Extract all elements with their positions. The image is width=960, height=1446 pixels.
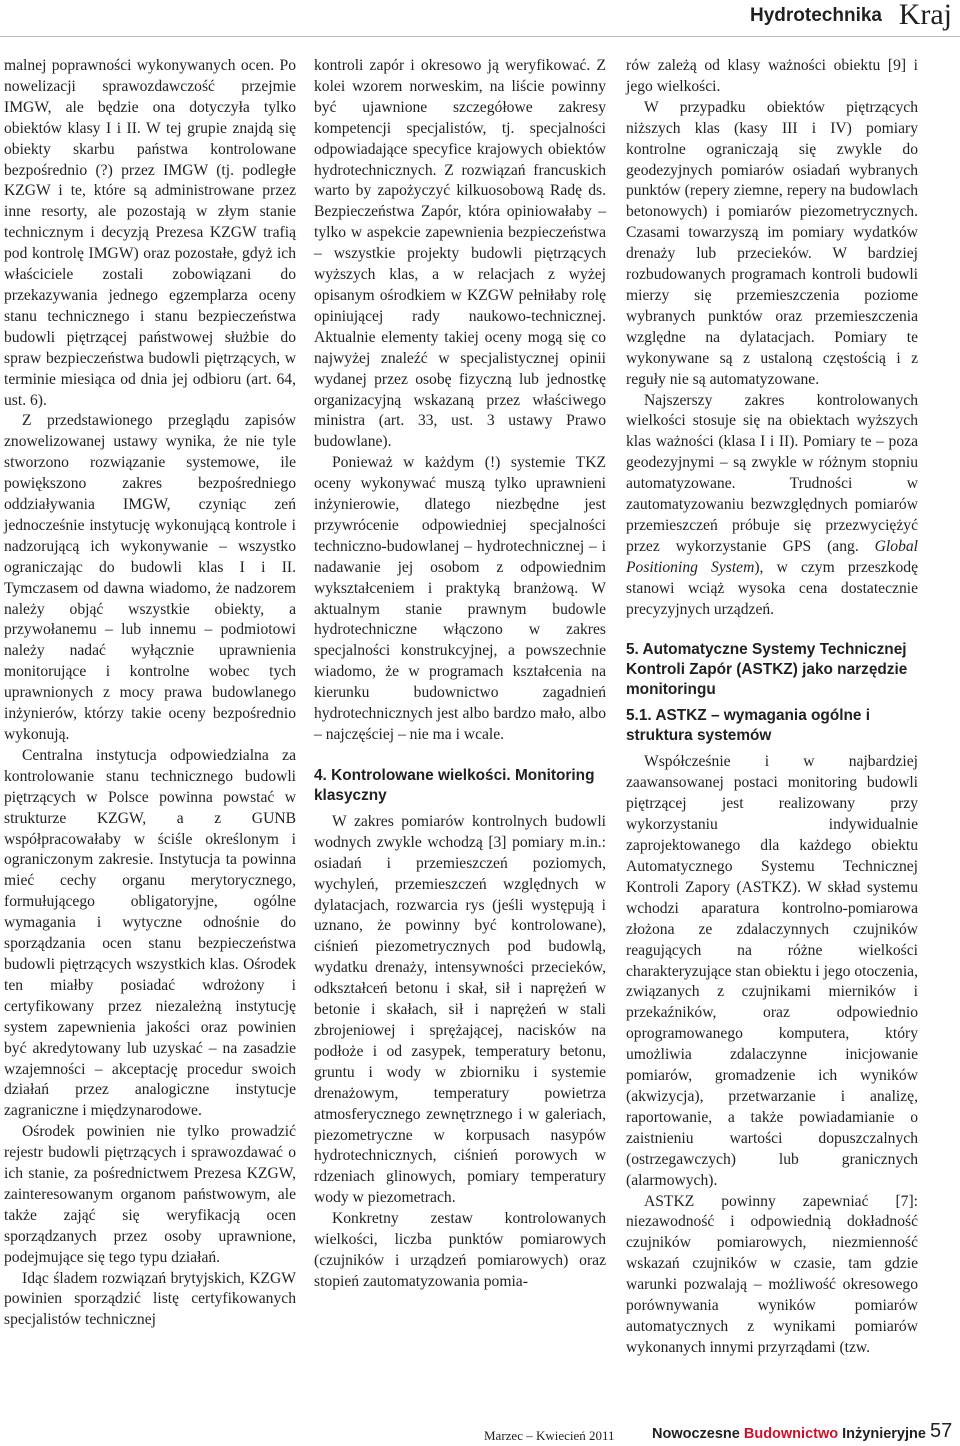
text-column-1 xyxy=(4,56,296,1331)
paragraph: Ponieważ w każdym (!) systemie TKZ oceny wykonywać muszą tylko uprawnieni inżynierowie, dlatego niezbędne jest przywrócenie odpowiedniej specjalności techniczno-budowlanej – hydrotechnicznej – i nadawanie jej osobom z odpowiednim wykształceniem i praktyką branżową. W aktualnym stanie prawnym budowle hydrotechniczne włączono w zakres specjalności konstrukcyjnej, a powszechnie wiadomo, że w programach kształcenia na kierunku budownictwo zagadnień hydrotechnicznych jest albo bardzo mało, albo – najczęściej – nie ma i wcale. xyxy=(314,454,606,743)
paragraph: Centralna instytucja odpowiedzialna za kontrolowanie stanu technicznego budowli piętrzących w Polsce powinna powstać w strukturze KZGW, a z GUNB współpracowałaby w ściśle określonym i ograniczonym zakresie. Instytucja ta powinna mieć cechy organu merytorycznego, formułującego obligatoryjne, ogólne wymagania i wytyczne odnośnie do sporządzania ocen stanu bezpieczeństwa budowli piętrzących wszystkich klas. Ośrodek ten miałby posiadać wdrożony i certyfikowany przez niezależną instytucję system zapewnienia jakości oraz powinien być akredytowany lub uzyskać – na zasadzie wzajemności – akceptację procedur swoich działań przez analogiczne instytucje zagraniczne i międzynarodowe. xyxy=(4,746,296,1120)
paragraph: Współcześnie i w najbardziej zaawansowanej postaci monitoring budowli piętrzącej jest realizowany przy wykorzystaniu indywidualnie zaprojektowanego dla każdego obiektu Automatycznego Systemu Technicznej Kontroli Zapory (ASTKZ). W skład systemu wchodzi aparatura kontrolno-pomiarowa złożona ze zdalaczynnych czujników reagujących na różne wielkości charakteryzujące stan obiektu i jego otoczenia, związanych z czujnikami mierników i przekaźników, oraz odpowiednio oprogramowanego komputera, który umożliwia zdalaczynne inicjowanie pomiarów, gromadzenie ich wyników (akwizycja), przetwarzanie i analizę, raportowanie, a także powiadamianie o zaistnieniu wartości dopuszczalnych (ostrzegawczych) lub granicznych (alarmowych). xyxy=(626,753,918,1189)
issue-date: Marzec – Kwiecień 2011 xyxy=(484,1428,615,1443)
section-title: Hydrotechnika xyxy=(750,5,882,26)
publication-name xyxy=(652,1426,926,1442)
paragraph-text: Najszerszy zakres kontrolowanych wielkości stosuje się na obiektach wyższych klas ważności (klasa I i II). Pomiary te – poza geodezyjnymi – są zwykle w różnym stopniu automatyzowane. Trudności w zautomatyzowaniu bezwzględnych pomiarów przemieszczeń próbuje się przezwyciężyć przez wykorzystanie GPS (ang. xyxy=(626,391,918,555)
paragraph: W zakres pomiarów kontrolnych budowli wodnych zwykle wchodzą [3] pomiary m.in.: osiadań i przemieszczeń poziomych, wychyleń, przemieszczeń względnych w dylatacjach, rozwarcia rys (jeśli występują i uznano, że powinny być kontrolowane), ciśnień piezometrycznych pod budowlą, wydatku drenaży, intensywności przecieków, odkształceń betonu i skał, sił i naprężeń w betonie i skałach, sił i naprężeń w stali zbrojeniowej i sprężającej, nacisków na podłoże i od zasypek, temperatury betonu, gruntu i wody w zbiorniku i systemie drenażowym, temperatury powietrza atmosferycznego zewnętrznego i w galeriach, piezometryczne w korpusach nasypów hydrotechnicznych, ciśnień porowych w rdzeniach glinowych, pomiary temperatury wody w piezometrach. xyxy=(314,812,606,1207)
section-heading-5: 5. Automatyczne Systemy Technicznej Kontroli Zapór (ASTKZ) jako narzędzie monitoringu xyxy=(626,641,908,699)
publication-name-part: Inżynieryjne xyxy=(838,1426,926,1442)
page-header xyxy=(0,0,960,36)
publication-name-accent: Budownictwo xyxy=(743,1426,839,1442)
paragraph: Z przedstawionego przeglądu zapisów znowelizowanej ustawy wynika, że nie tyle stworzono rozwiązanie systemowe, ile powiększono zakres bezpośredniego oddziaływania IMGW, czyniąc zeń jednocześnie instytucję wykonującą kontrole i nadzorującą ich wykonywanie – wszystko ograniczając do budowli klas I i II. Tymczasem od dawna wiadomo, że nadzorem należy objąć wszystkie obiekty, a przywołanemu – lub innemu – podmiotowi należy nadać wyłącznie uprawnienia monitorujące i kontrolne wobec tych uprawnionych z mocy prawa budowlanego inżynierów, którzy takie oceny bezpośrednio wykonują. xyxy=(4,412,296,743)
paragraph-text: ), w czym przeszkodę stanowi wciąż wysoka cena dostatecznie precyzyjnych urządzeń. xyxy=(626,558,918,618)
rubric-title: Kraj xyxy=(898,0,952,31)
header-divider xyxy=(0,36,960,37)
publication-name-part: Nowoczesne xyxy=(652,1426,744,1442)
text-column-3 xyxy=(626,56,918,1359)
paragraph: rów zależą od klasy ważności obiektu [9] i jego wielkości. xyxy=(626,57,918,95)
paragraph: Konkretny zestaw kontrolowanych wielkości, liczba punktów pomiarowych (czujników i urządzeń pomiarowych) oraz stopień zautomatyzowania pomia- xyxy=(314,1210,606,1290)
paragraph: W przypadku obiektów piętrzących niższych klas (kasy III i IV) pomiary kontrolne ograniczają się zwykle do geodezyjnych pomiarów osiadań wybranych punktów (repery ziemne, repery na budowlach betonowych) i pomiarów piezometrycznych. Czasami towarzyszą im pomiary wydatków drenaży lub przecieków. W bardziej rozbudowanych programach kontroli budowli mierzy się przemieszczenia poziome wybranych punktów oraz przemieszczenia względne na dylatacjach. Pomiary te wykonywane są z ustaloną częstością i z reguły nie są automatyzowane. xyxy=(626,98,918,388)
paragraph: Ośrodek powinien nie tylko prowadzić rejestr budowli piętrzących i sprawozdawać o ich stanie, za pośrednictwem Prezesa KZGW, zainteresowanym organom państwowym, ale także zająć się weryfikacją ocen sporządzanych przez osoby uprawnione, podejmujące się tego typu działań. xyxy=(4,1123,296,1266)
paragraph: Idąc śladem rozwiązań brytyjskich, KZGW powinien sporządzić listę certyfikowanych specjalistów technicznej xyxy=(4,1269,296,1329)
paragraph: kontroli zapór i okresowo ją weryfikować. Z kolei wzorem norweskim, na liście powinny być ujawnione szczegółowe zakresy kompetencji specjalistów, tj. specjalności odpowiadające specyfice krajowych obiektów hydrotechnicznych. Z rozwiązań francuskich warto by zapożyczyć kilkuosobową Radę ds. Bezpieczeństwa Zapór, która opiniowałaby – tylko w aspekcie zapewnienia bezpieczeństwa – wszystkie projekty budowli piętrzących wyższych klas, a w relacjach z wyżej opisanym ośrodkiem w KZGW pełniłaby rolę opiniującej rady naukowo-technicznej. Aktualnie elementy takiej oceny mogą się co najwyżej znaleźć w specjalistycznej opinii wydanej przez osobę fizyczną lub jednostkę organizacyjną wskazaną przez właściwego ministra (art. 33, ust. 3 ustawy Prawo budowlane). xyxy=(314,57,606,451)
paragraph xyxy=(626,391,918,621)
page-number: 57 xyxy=(930,1420,953,1442)
section-heading-4: 4. Kontrolowane wielkości. Monitoring klasyczny xyxy=(314,766,595,804)
paragraph: malnej poprawności wykonywanych ocen. Po nowelizacji sprawozdawczość przejmie IMGW, ale będzie ona dotyczyła tylko obiektów klasy I i II. W tej grupie znajdą się obiekty skarbu państwa kontrolowane bezpośrednio (?) przez IMGW (tj. podległe KZGW i te, które są administrowane przez inne resorty, ale pozostają w złym stanie technicznym i decyzją Prezesa KZGW trafią pod kontrolę IMGW) oraz pozostałe, gdyż ich właściciele zostali zobowiązani do przekazywania jednego egzemplarza oceny stanu technicznego i stanu bezpieczeństwa budowli piętrzącej państwowej służbie do spraw bezpieczeństwa budowli piętrzących, w terminie miesiąca od dnia jej odbioru (art. 64, ust. 6). xyxy=(4,57,296,409)
italic-term: Global Positioning System xyxy=(626,537,918,576)
paragraph: ASTKZ powinny zapewniać [7]: niezawodność i odpowiednią dokładność czujników pomiarowych, niezmienność wskazań czujników w czasie, tam gdzie warunki pozwalają – możliwość okresowego porównywania wyników pomiarów automatycznych z wynikami pomiarów wykonanych innymi przyrządami (tzw. xyxy=(626,1192,918,1356)
page-footer xyxy=(0,1418,960,1446)
subsection-heading-5-1: 5.1. ASTKZ – wymagania ogólne i struktura systemów xyxy=(626,707,871,745)
text-column-2 xyxy=(314,56,606,1293)
